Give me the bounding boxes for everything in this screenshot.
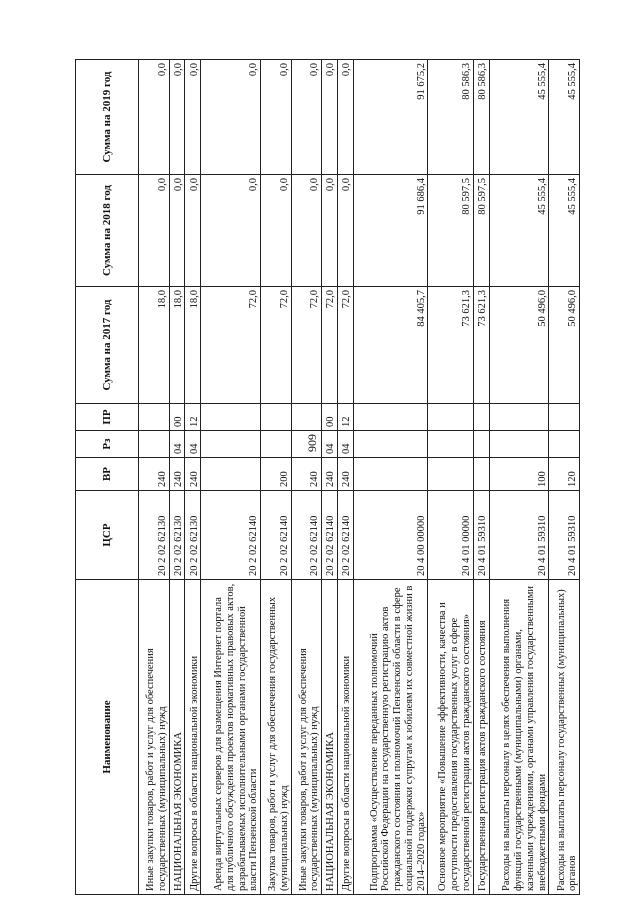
cell-name: Расходы на выплаты персоналу государственных (муниципальных) органов (549, 580, 580, 895)
cell-rz (139, 431, 170, 458)
cell-sum-2018: 45 555,4 (489, 175, 549, 287)
cell-name: Государственная регистрация актов гражданского состояния (473, 580, 489, 895)
cell-sum-2017: 72,0 (261, 287, 292, 404)
cell-pr (489, 404, 549, 431)
cell-name: НАЦИОНАЛЬНАЯ ЭКОНОМИКА (169, 580, 185, 895)
table-row (428, 60, 473, 895)
table-row (489, 60, 549, 895)
cell-rz (291, 431, 322, 458)
cell-vr: 240 (185, 458, 201, 491)
cell-sum-2019: 0,0 (338, 60, 354, 175)
cell-sum-2018: 0,0 (185, 175, 201, 287)
cell-pr: 12 (338, 404, 354, 431)
cell-sum-2017: 84 405,7 (353, 287, 427, 404)
cell-name: НАЦИОНАЛЬНАЯ ЭКОНОМИКА (322, 580, 338, 895)
cell-sum-2017: 18,0 (185, 287, 201, 404)
cell-sum-2019: 80 586,3 (428, 60, 473, 175)
cell-pr: 00 (169, 404, 185, 431)
cell-vr: 240 (322, 458, 338, 491)
table-row (338, 60, 354, 895)
cell-name: Аренда виртуальных серверов для размещения Интернет портала для публичного обсуждения проектов нормативных правовых актов, разрабатываемых исполнительными органами государственной власти Пензенской области (201, 580, 261, 895)
table-row (353, 60, 427, 895)
cell-sum-2017: 18,0 (169, 287, 185, 404)
cell-rz (201, 431, 261, 458)
cell-sum-2018: 0,0 (169, 175, 185, 287)
header-sum-2017: Сумма на 2017 год (76, 287, 139, 404)
cell-csr: 20 2 02 62140 (201, 491, 261, 580)
cell-sum-2017: 73 621,3 (473, 287, 489, 404)
cell-csr: 20 2 02 62140 (338, 491, 354, 580)
cell-sum-2018: 0,0 (139, 175, 170, 287)
cell-csr: 20 2 02 62140 (322, 491, 338, 580)
cell-name: Другие вопросы в области национальной экономики (338, 580, 354, 895)
cell-name: Подпрограмма «Осуществление переданных полномочий Российской Федерации на государственную регистрацию актов гражданского состояния и полномочий Пензенской области в сфере социальной поддержки супругам к юбилеям их совместной жизни в 2014–2020 годах» (353, 580, 427, 895)
cell-sum-2019: 80 586,3 (473, 60, 489, 175)
header-sum-2018: Сумма на 2018 год (76, 175, 139, 287)
cell-sum-2019: 0,0 (291, 60, 322, 175)
cell-name: Иные закупки товаров, работ и услуг для обеспечения государственных (муниципальных) нужд (139, 580, 170, 895)
cell-pr: 12 (185, 404, 201, 431)
cell-sum-2018: 0,0 (291, 175, 322, 287)
cell-vr (201, 458, 261, 491)
table-row (322, 60, 338, 895)
cell-rz (261, 431, 292, 458)
cell-sum-2017: 73 621,3 (428, 287, 473, 404)
header-row (76, 60, 139, 895)
cell-sum-2017: 72,0 (322, 287, 338, 404)
cell-sum-2018: 0,0 (261, 175, 292, 287)
cell-vr (428, 458, 473, 491)
cell-csr: 20 2 02 62130 (169, 491, 185, 580)
cell-sum-2017: 72,0 (338, 287, 354, 404)
cell-pr (261, 404, 292, 431)
cell-sum-2017: 72,0 (291, 287, 322, 404)
rotated-table-container (75, 60, 580, 895)
header-name: Наименование (76, 580, 139, 895)
cell-csr: 20 4 01 59310 (549, 491, 580, 580)
budget-table (75, 59, 580, 895)
table-body (139, 60, 580, 895)
cell-vr: 120 (549, 458, 580, 491)
cell-vr: 240 (139, 458, 170, 491)
cell-sum-2018: 91 686,4 (353, 175, 427, 287)
table-row (139, 60, 170, 895)
cell-csr: 20 4 01 59310 (489, 491, 549, 580)
cell-vr: 200 (261, 458, 292, 491)
header-vr: ВР (76, 458, 139, 491)
table-row (291, 60, 322, 895)
cell-vr: 100 (489, 458, 549, 491)
cell-sum-2019: 0,0 (169, 60, 185, 175)
table-row (185, 60, 201, 895)
cell-sum-2018: 80 597,5 (428, 175, 473, 287)
cell-csr: 20 2 02 62140 (261, 491, 292, 580)
cell-name: Закупка товаров, работ и услуг для обеспечения государственных (муниципальных) нужд (261, 580, 292, 895)
cell-vr (353, 458, 427, 491)
cell-pr (353, 404, 427, 431)
cell-csr: 20 2 02 62130 (185, 491, 201, 580)
cell-vr (473, 458, 489, 491)
cell-sum-2019: 0,0 (139, 60, 170, 175)
header-csr: ЦСР (76, 491, 139, 580)
cell-sum-2019: 45 555,4 (489, 60, 549, 175)
cell-pr: 00 (322, 404, 338, 431)
header-pr: ПР (76, 404, 139, 431)
cell-csr: 20 2 02 62140 (291, 491, 322, 580)
cell-sum-2019: 0,0 (201, 60, 261, 175)
table-row (473, 60, 489, 895)
cell-sum-2019: 0,0 (322, 60, 338, 175)
cell-sum-2018: 0,0 (201, 175, 261, 287)
cell-sum-2017: 72,0 (201, 287, 261, 404)
cell-rz (353, 431, 427, 458)
cell-pr (473, 404, 489, 431)
cell-rz (489, 431, 549, 458)
cell-vr: 240 (169, 458, 185, 491)
cell-rz (473, 431, 489, 458)
cell-sum-2019: 0,0 (185, 60, 201, 175)
cell-sum-2019: 45 555,4 (549, 60, 580, 175)
cell-rz (549, 431, 580, 458)
table-header (76, 60, 139, 895)
cell-pr (428, 404, 473, 431)
cell-csr: 20 4 01 00000 (428, 491, 473, 580)
cell-csr: 20 2 02 62130 (139, 491, 170, 580)
cell-rz: 04 (322, 431, 338, 458)
cell-sum-2017: 18,0 (139, 287, 170, 404)
cell-vr: 240 (291, 458, 322, 491)
table-row (169, 60, 185, 895)
cell-pr (201, 404, 261, 431)
cell-sum-2018: 0,0 (338, 175, 354, 287)
page-number: 909 (305, 434, 319, 452)
cell-name: Иные закупки товаров, работ и услуг для обеспечения государственных (муниципальных) нужд (291, 580, 322, 895)
cell-sum-2019: 0,0 (261, 60, 292, 175)
cell-sum-2018: 80 597,5 (473, 175, 489, 287)
cell-rz (428, 431, 473, 458)
header-sum-2019: Сумма на 2019 год (76, 60, 139, 175)
table-row (261, 60, 292, 895)
cell-vr: 240 (338, 458, 354, 491)
header-rz: Рз (76, 431, 139, 458)
cell-sum-2019: 91 675,2 (353, 60, 427, 175)
cell-rz: 04 (338, 431, 354, 458)
cell-name: Расходы на выплаты персоналу в целях обеспечения выполнения функций государственными (муниципальными) органами, казенными учреждениями, органами управления государственными внебюджетными фондами (489, 580, 549, 895)
cell-pr (291, 404, 322, 431)
cell-rz: 04 (185, 431, 201, 458)
cell-pr (549, 404, 580, 431)
table-row (201, 60, 261, 895)
cell-name: Другие вопросы в области национальной экономики (185, 580, 201, 895)
cell-csr: 20 4 00 00000 (353, 491, 427, 580)
cell-rz: 04 (169, 431, 185, 458)
cell-pr (139, 404, 170, 431)
cell-sum-2018: 45 555,4 (549, 175, 580, 287)
cell-sum-2017: 50 496,0 (489, 287, 549, 404)
cell-name: Основное мероприятие «Повышение эффективности, качества и доступности предоставления государственных услуг в сфере государственной регистрации актов гражданского состояния» (428, 580, 473, 895)
cell-sum-2018: 0,0 (322, 175, 338, 287)
cell-sum-2017: 50 496,0 (549, 287, 580, 404)
table-row (549, 60, 580, 895)
cell-csr: 20 4 01 59310 (473, 491, 489, 580)
